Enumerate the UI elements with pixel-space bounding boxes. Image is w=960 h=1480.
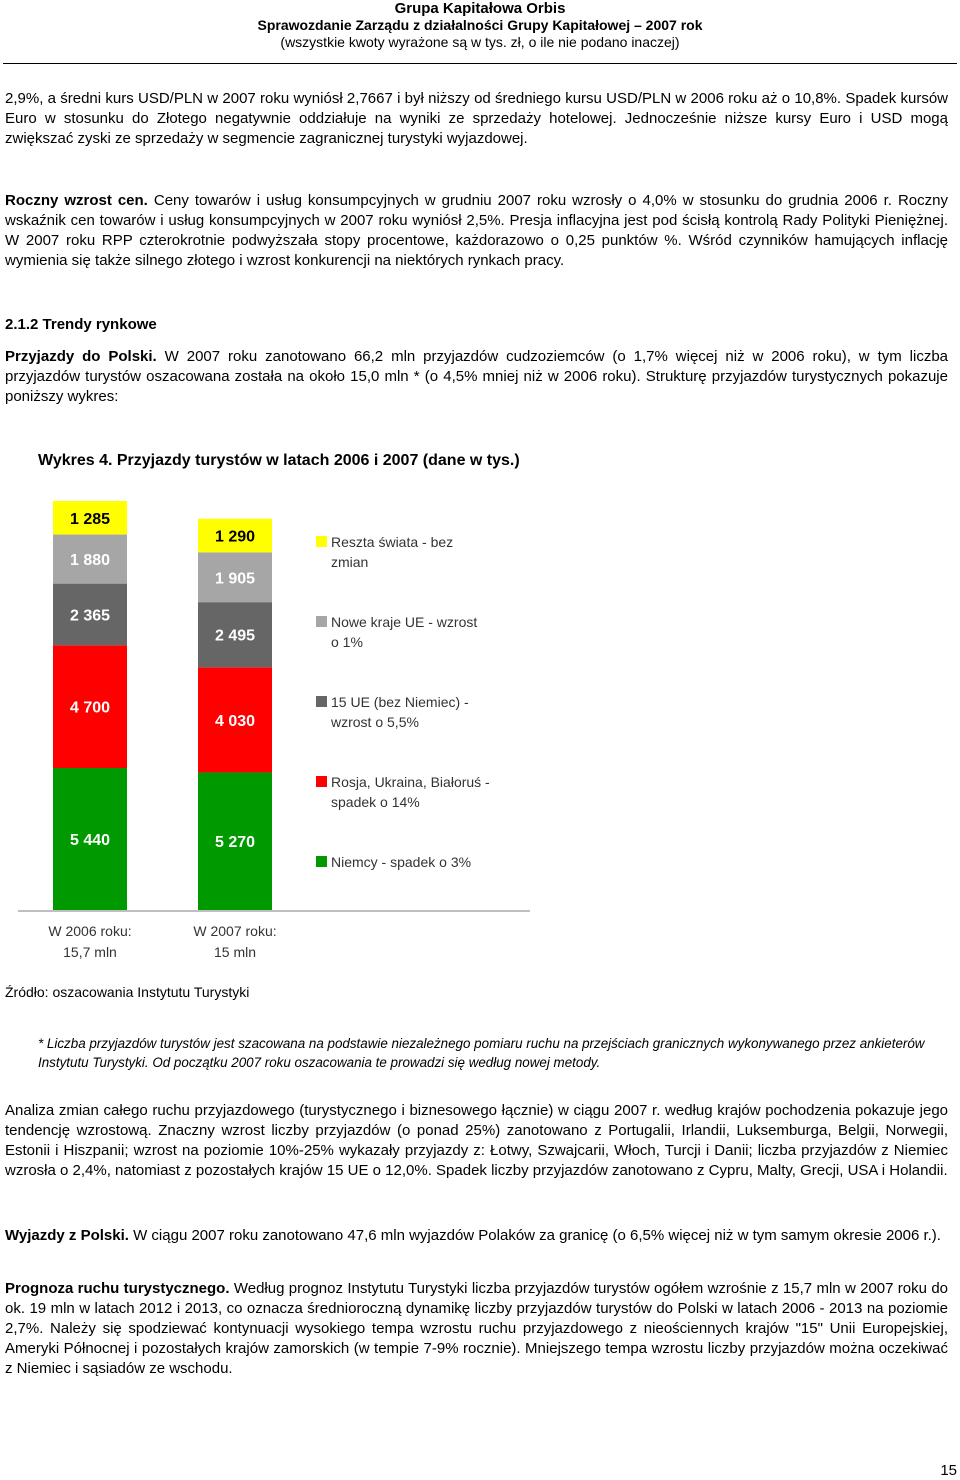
bar-value-label: 5 270 bbox=[214, 834, 256, 852]
legend-label: 15 UE (bez Niemiec) - bbox=[331, 694, 469, 710]
paragraph-text: W 2007 roku zanotowano 66,2 mln przyjazdów cudzoziemców (o 1,7% więcej niż w 2006 roku), w tym liczba przyjazdów turystów oszacowana została na około 15,0 mln * (o 4,5% mniej niż w 2006 roku). Strukturę przyjazdów turystycznych pokazuje poniższy wykres: bbox=[5, 348, 949, 405]
page-header bbox=[0, 0, 960, 51]
paragraph-lead: Wyjazdy z Polski. bbox=[5, 1227, 129, 1244]
header-currency-note: (wszystkie kwoty wyrażone są w tys. zł, o ile nie podano inaczej) bbox=[280, 34, 680, 50]
legend-label: wzrost o 5,5% bbox=[331, 714, 419, 730]
paragraph-text: Według prognoz Instytutu Turystyki liczba przyjazdów turystów ogółem wzrośnie z 15,7 mln w 2007 roku do ok. 19 mln w latach 2012 i 2013, co oznacza średnioroczną dynamikę liczby przyjazdów turystów do Polski w latach 2006 - 2013 na poziomie 2,7%. Należy się spodziewać kontynuacji wysokiego tempa wzrostu ruchu przyjazdowego z nieościennych krajów "15" Unii Europejskiej, Ameryki Północnej i pozostałych krajów zamorskich (w tempie 7-9% rocznie). Mniejszego tempa wzrostu liczby przyjazdów można oczekiwać z Niemiec i sąsiadów ze wschodu. bbox=[5, 1280, 948, 1377]
bar-value-label: 2 495 bbox=[214, 627, 256, 645]
bar-value-label: 1 285 bbox=[69, 510, 111, 528]
header-company: Grupa Kapitałowa Orbis bbox=[394, 0, 566, 17]
bar-value-label: 2 365 bbox=[69, 607, 111, 625]
section-heading: 2.1.2 Trendy rynkowe bbox=[5, 316, 157, 333]
paragraph-forecast bbox=[5, 1279, 948, 1379]
category-label: W 2007 roku: bbox=[193, 923, 277, 939]
paragraph-text: Ceny towarów i usług konsumpcyjnych w grudniu 2007 roku wzrosły o 4,0% w stosunku do grudnia 2006 r. Roczny wskaźnik cen towarów i usług konsumpcyjnych w 2007 roku wyniósł 2,5%. Presja inflacyjna jest pod ścisłą kontrolą Rady Polityki Pieniężnej. W 2007 roku RPP czterokrotnie podwyższała stopy procentowe, każdorazowo o 0,25 punktów %. Wśród czynników hamujących inflację wymienia się także silnego złotego i wzrost konkurencji na niektórych rynkach pracy. bbox=[5, 192, 948, 269]
paragraph-departures bbox=[5, 1226, 948, 1246]
bar-value-label: 1 880 bbox=[69, 552, 111, 570]
legend-label: zmian bbox=[331, 554, 369, 570]
category-label: W 2006 roku: bbox=[48, 923, 132, 939]
legend-swatch bbox=[316, 856, 327, 867]
legend-swatch bbox=[316, 776, 327, 787]
chart-source: Źródło: oszacowania Instytutu Turystyki bbox=[5, 984, 250, 1000]
header-report-title: Sprawozdanie Zarządu z działalności Grupy Kapitałowej – 2007 rok bbox=[257, 17, 703, 33]
paragraph-lead: Prognoza ruchu turystycznego. bbox=[5, 1280, 230, 1297]
paragraph-inflation bbox=[5, 191, 948, 271]
paragraph-arrivals bbox=[5, 347, 948, 407]
paragraph-arrivals-analysis: Analiza zmian całego ruchu przyjazdowego (turystycznego i biznesowego łącznie) w ciągu 2007 r. według krajów pochodzenia pokazuje jego tendencję wzrostową. Znaczny wzrost liczby przyjazdów (o ponad 25%) zanotowano z Portugalii, Irlandii, Luksemburga, Belgii, Norwegii, Estonii i Hiszpanii; wzrost na poziomie 10%-25% wykazały przyjazdy z: Łotwy, Szwajcarii, Włoch, Turcji i Danii; liczba przyjazdów z Niemiec wzrosła o 2,4%, natomiast z pozostałych krajów 15 UE o 12,0%. Spadek liczby przyjazdów zanotowano z Cypru, Malty, Grecji, USA i Holandii. bbox=[5, 1102, 948, 1179]
chart-caption: Wykres 4. Przyjazdy turystów w latach 2006 i 2007 (dane w tys.) bbox=[38, 452, 520, 469]
paragraph-lead: Przyjazdy do Polski. bbox=[5, 348, 157, 365]
header-divider bbox=[3, 63, 957, 64]
bar-value-label: 4 030 bbox=[214, 712, 256, 730]
page-number: 15 bbox=[940, 1462, 957, 1479]
legend-label: Rosja, Ukraina, Białoruś - bbox=[331, 774, 490, 790]
tourist-arrivals-chart bbox=[10, 500, 570, 970]
legend-label: o 1% bbox=[331, 634, 363, 650]
bar-value-label: 4 700 bbox=[69, 699, 111, 717]
paragraph-lead: Roczny wzrost cen. bbox=[5, 192, 148, 209]
category-label: 15,7 mln bbox=[63, 944, 117, 960]
legend-label: Niemcy - spadek o 3% bbox=[331, 854, 472, 870]
paragraph-exchange-rates: 2,9%, a średni kurs USD/PLN w 2007 roku wyniósł 2,7667 i był niższy od średniego kursu USD/PLN w 2006 roku aż o 10,8%. Spadek kursów Euro w stosunku do Złotego negatywnie oddziałuje na wyniki ze sprzedaży hotelowej. Jednocześnie niższe kursy Euro i USD mogą zwiększać zyski ze sprzedaży w segmencie zagranicznej turystyki wyjazdowej. bbox=[5, 90, 948, 147]
paragraph-text: W ciągu 2007 roku zanotowano 47,6 mln wyjazdów Polaków za granicę (o 6,5% więcej niż w tym samym okresie 2006 r.). bbox=[128, 1227, 941, 1244]
legend-swatch bbox=[316, 616, 327, 627]
legend-swatch bbox=[316, 536, 327, 547]
bar-value-label: 1 905 bbox=[214, 570, 256, 588]
legend-label: spadek o 14% bbox=[331, 794, 420, 810]
category-label: 15 mln bbox=[213, 944, 257, 960]
legend-swatch bbox=[316, 696, 327, 707]
bar-value-label: 1 290 bbox=[214, 528, 256, 546]
legend-label: Reszta świata - bez bbox=[331, 534, 454, 550]
chart-footnote: * Liczba przyjazdów turystów jest szacowana na podstawie niezależnego pomiaru ruchu na przejściach granicznych wykonywanego przez ankieterów Instytutu Turystyki. Od początku 2007 roku oszacowania te prowadzi się według nowej metody. bbox=[38, 1036, 925, 1070]
bar-value-label: 5 440 bbox=[69, 832, 111, 850]
legend-label: Nowe kraje UE - wzrost bbox=[331, 614, 478, 630]
